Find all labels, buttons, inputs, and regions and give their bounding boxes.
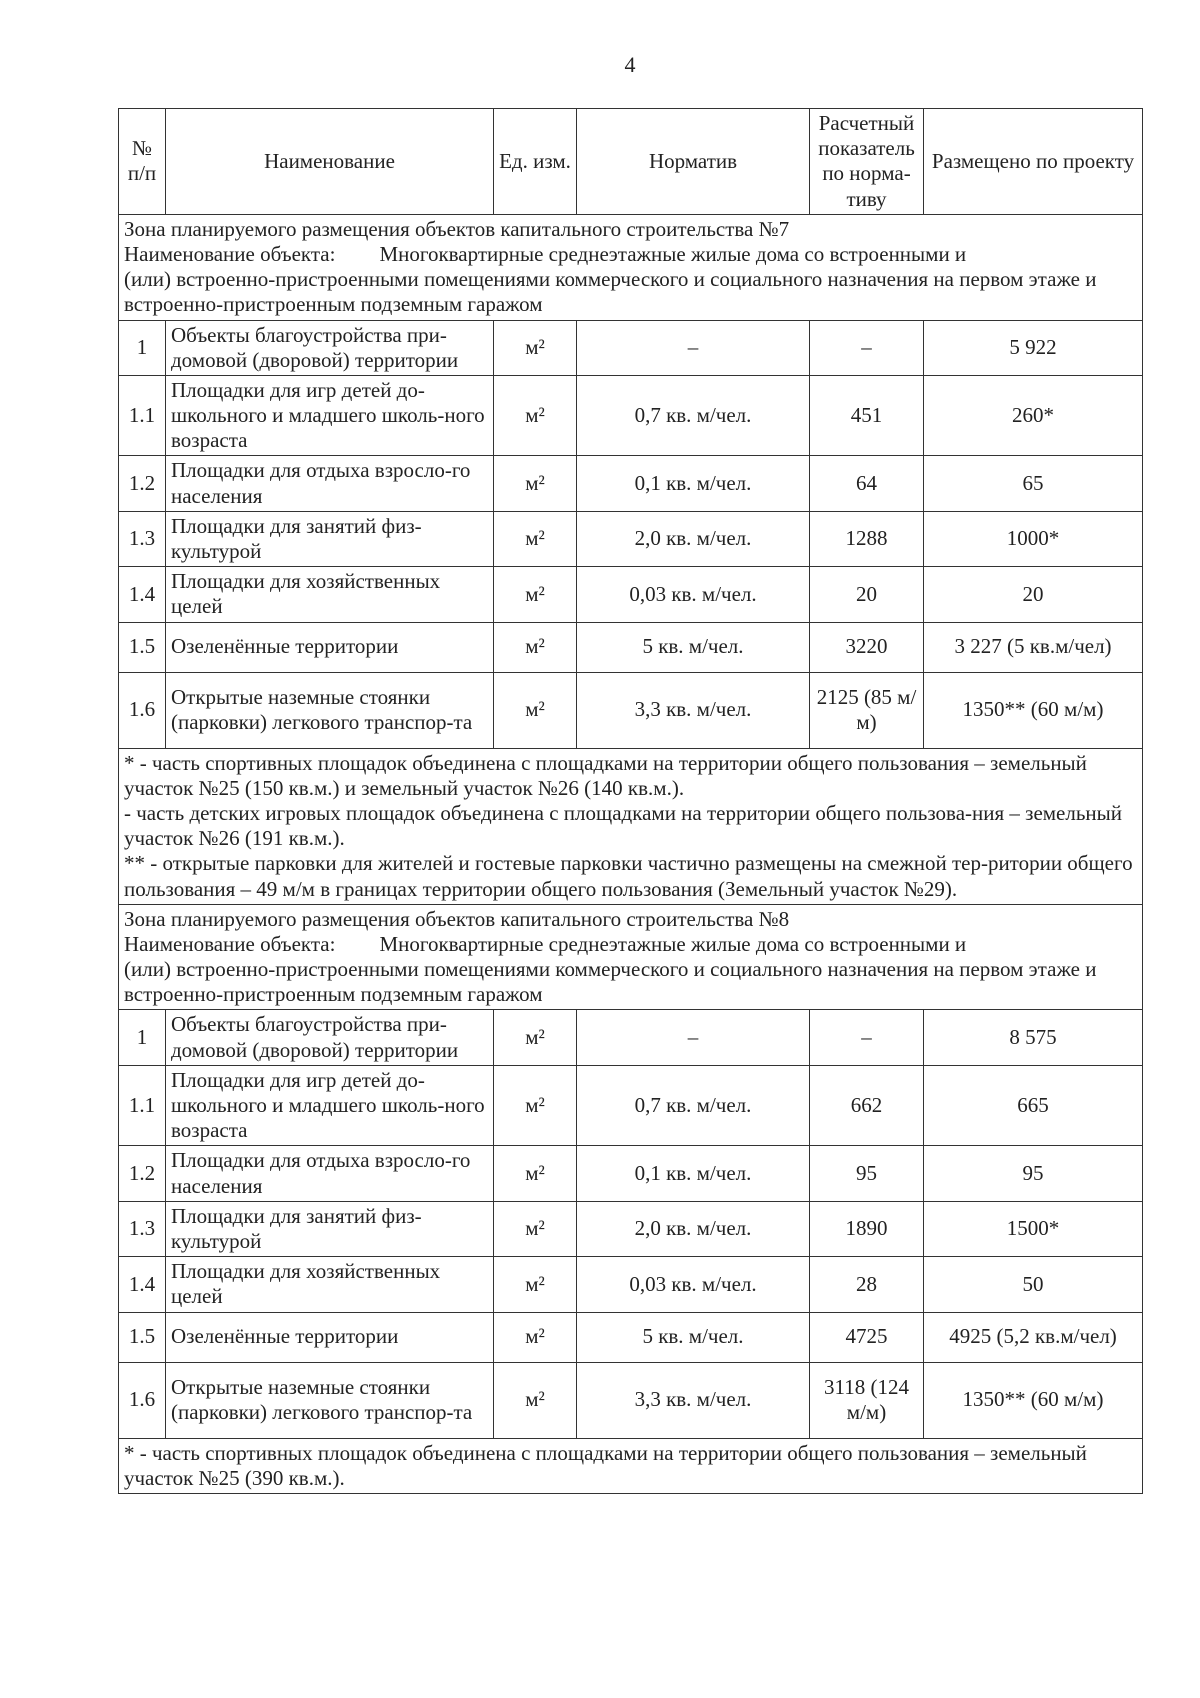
row-name: Площадки для отдыха взросло-го населения — [166, 456, 494, 511]
header-name: Наименование — [166, 109, 494, 215]
row-name: Площадки для игр детей до-школьного и младшего школь-ного возраста — [166, 375, 494, 456]
row-unit: м² — [494, 622, 577, 672]
row-calc: 2125 (85 м/м) — [810, 672, 924, 748]
header-calc: Расчетный показатель по норма-тиву — [810, 109, 924, 215]
row-norm: 2,0 кв. м/чел. — [577, 1201, 810, 1256]
row-calc: 1890 — [810, 1201, 924, 1256]
row-norm: 0,1 кв. м/чел. — [577, 456, 810, 511]
object-line — [124, 932, 1137, 957]
table-row — [119, 456, 1143, 511]
norms-table — [118, 108, 1143, 1494]
notes-cell — [119, 748, 1143, 904]
row-norm: 0,03 кв. м/чел. — [577, 567, 810, 622]
zone-cell — [119, 214, 1143, 320]
zone-cell — [119, 904, 1143, 1010]
object-name-rest: (или) встроенно-пристроенными помещениями коммерческого и социального назначения на первом этаже и встроенно-пристроенным подземным гаражом — [124, 957, 1097, 1007]
row-unit: м² — [494, 672, 577, 748]
row-placed: 20 — [924, 567, 1143, 622]
row-placed: 665 — [924, 1065, 1143, 1146]
row-num: 1.5 — [119, 1312, 166, 1362]
row-norm: 3,3 кв. м/чел. — [577, 672, 810, 748]
row-calc: 64 — [810, 456, 924, 511]
row-calc: 662 — [810, 1065, 924, 1146]
table-row — [119, 622, 1143, 672]
row-calc: 1288 — [810, 511, 924, 566]
zone-header — [119, 904, 1143, 1010]
row-norm: 5 кв. м/чел. — [577, 622, 810, 672]
row-calc: 95 — [810, 1146, 924, 1201]
row-placed: 1350** (60 м/м) — [924, 1362, 1143, 1438]
row-placed: 8 575 — [924, 1010, 1143, 1065]
row-calc: 4725 — [810, 1312, 924, 1362]
row-name: Открытые наземные стоянки (парковки) легкового транспор-та — [166, 1362, 494, 1438]
row-placed: 3 227 (5 кв.м/чел) — [924, 622, 1143, 672]
row-num: 1.3 — [119, 511, 166, 566]
row-num: 1 — [119, 320, 166, 375]
row-placed: 95 — [924, 1146, 1143, 1201]
table-row — [119, 1201, 1143, 1256]
row-placed: 1000* — [924, 511, 1143, 566]
row-calc: 451 — [810, 375, 924, 456]
row-unit: м² — [494, 511, 577, 566]
row-calc: – — [810, 320, 924, 375]
row-num: 1.1 — [119, 1065, 166, 1146]
row-placed: 65 — [924, 456, 1143, 511]
row-unit: м² — [494, 1312, 577, 1362]
table-row — [119, 1362, 1143, 1438]
row-name: Объекты благоустройства при-домовой (дворовой) территории — [166, 320, 494, 375]
row-norm: 3,3 кв. м/чел. — [577, 1362, 810, 1438]
row-name: Озеленённые территории — [166, 622, 494, 672]
row-calc: 20 — [810, 567, 924, 622]
header-placed: Размещено по проекту — [924, 109, 1143, 215]
object-label: Наименование объекта: — [124, 931, 336, 956]
header-norm: Норматив — [577, 109, 810, 215]
object-name-line1: Многоквартирные среднеэтажные жилые дома со встроенными и — [379, 241, 967, 266]
row-norm: 5 кв. м/чел. — [577, 1312, 810, 1362]
row-unit: м² — [494, 320, 577, 375]
row-norm: 0,03 кв. м/чел. — [577, 1257, 810, 1312]
footnote: * - часть спортивных площадок объединена с площадками на территории общего пользования – земельный участок №25 (390 кв.м.). — [124, 1440, 1087, 1490]
row-norm: – — [577, 1010, 810, 1065]
row-norm: – — [577, 320, 810, 375]
notes-cell — [119, 1438, 1143, 1493]
table-row — [119, 320, 1143, 375]
row-placed: 50 — [924, 1257, 1143, 1312]
row-unit: м² — [494, 1257, 577, 1312]
row-unit: м² — [494, 456, 577, 511]
zone-header — [119, 214, 1143, 320]
footnote: ** - открытые парковки для жителей и гостевые парковки частично размещены на смежной тер-ритории общего пользования – 49 м/м в границах территории общего пользования (Земельный участок №29). — [124, 851, 1133, 901]
row-name: Открытые наземные стоянки (парковки) легкового транспор-та — [166, 672, 494, 748]
row-num: 1.2 — [119, 1146, 166, 1201]
row-norm: 2,0 кв. м/чел. — [577, 511, 810, 566]
object-line — [124, 242, 1137, 267]
row-name: Площадки для занятий физ-культурой — [166, 511, 494, 566]
row-name: Площадки для отдыха взросло-го населения — [166, 1146, 494, 1201]
row-num: 1.6 — [119, 672, 166, 748]
row-unit: м² — [494, 1146, 577, 1201]
table-row — [119, 1257, 1143, 1312]
row-norm: 0,7 кв. м/чел. — [577, 1065, 810, 1146]
table-row — [119, 511, 1143, 566]
row-name: Площадки для хозяйственных целей — [166, 567, 494, 622]
row-name: Площадки для игр детей до-школьного и младшего школь-ного возраста — [166, 1065, 494, 1146]
row-unit: м² — [494, 1201, 577, 1256]
header-num: № п/п — [119, 109, 166, 215]
row-placed: 5 922 — [924, 320, 1143, 375]
row-name: Площадки для хозяйственных целей — [166, 1257, 494, 1312]
object-name-rest: (или) встроенно-пристроенными помещениями коммерческого и социального назначения на первом этаже и встроенно-пристроенным подземным гаражом — [124, 267, 1097, 317]
row-num: 1.6 — [119, 1362, 166, 1438]
notes-row — [119, 748, 1143, 904]
row-num: 1.2 — [119, 456, 166, 511]
row-num: 1.3 — [119, 1201, 166, 1256]
row-num: 1.1 — [119, 375, 166, 456]
row-placed: 1350** (60 м/м) — [924, 672, 1143, 748]
row-placed: 4925 (5,2 кв.м/чел) — [924, 1312, 1143, 1362]
row-norm: 0,7 кв. м/чел. — [577, 375, 810, 456]
footnote: * - часть спортивных площадок объединена с площадками на территории общего пользования – земельный участок №25 (150 кв.м.) и земельный участок №26 (140 кв.м.). — [124, 750, 1087, 800]
header-row — [119, 109, 1143, 215]
header-unit: Ед. изм. — [494, 109, 577, 215]
table-row — [119, 672, 1143, 748]
row-num: 1 — [119, 1010, 166, 1065]
row-name: Озеленённые территории — [166, 1312, 494, 1362]
object-label: Наименование объекта: — [124, 241, 336, 266]
row-placed: 1500* — [924, 1201, 1143, 1256]
zone-title: Зона планируемого размещения объектов капитального строительства №7 — [124, 216, 790, 241]
zone-title: Зона планируемого размещения объектов капитального строительства №8 — [124, 906, 790, 931]
row-norm: 0,1 кв. м/чел. — [577, 1146, 810, 1201]
row-calc: – — [810, 1010, 924, 1065]
row-name: Площадки для занятий физ-культурой — [166, 1201, 494, 1256]
notes-row — [119, 1438, 1143, 1493]
row-calc: 3118 (124 м/м) — [810, 1362, 924, 1438]
table-row — [119, 1010, 1143, 1065]
row-unit: м² — [494, 1010, 577, 1065]
table-row — [119, 1312, 1143, 1362]
row-unit: м² — [494, 1065, 577, 1146]
row-unit: м² — [494, 567, 577, 622]
row-unit: м² — [494, 375, 577, 456]
row-num: 1.4 — [119, 1257, 166, 1312]
row-calc: 28 — [810, 1257, 924, 1312]
object-name-line1: Многоквартирные среднеэтажные жилые дома со встроенными и — [379, 931, 967, 956]
row-name: Объекты благоустройства при-домовой (дворовой) территории — [166, 1010, 494, 1065]
table-row — [119, 1065, 1143, 1146]
row-num: 1.5 — [119, 622, 166, 672]
table-row — [119, 375, 1143, 456]
row-placed: 260* — [924, 375, 1143, 456]
page-number: 4 — [624, 52, 636, 77]
row-calc: 3220 — [810, 622, 924, 672]
row-unit: м² — [494, 1362, 577, 1438]
table-row — [119, 567, 1143, 622]
row-num: 1.4 — [119, 567, 166, 622]
table-row — [119, 1146, 1143, 1201]
footnote: - часть детских игровых площадок объединена с площадками на территории общего пользова-ния – земельный участок №26 (191 кв.м.). — [124, 800, 1123, 851]
